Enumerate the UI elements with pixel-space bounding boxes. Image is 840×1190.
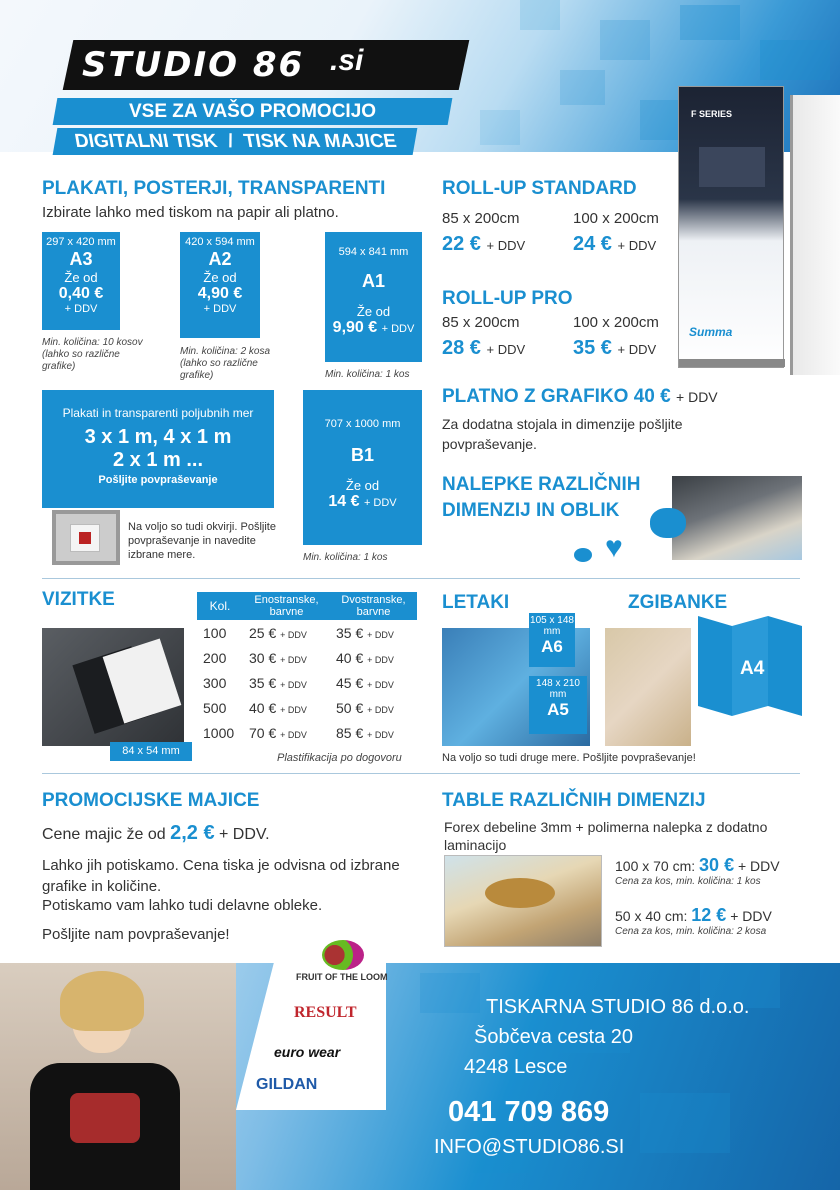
rollup-std-size1: 85 x 200cm — [442, 210, 520, 227]
board-option-1-note: Cena za kos, min. količina: 1 kos — [615, 876, 761, 887]
tshirt-text-3: Pošljite nam povpraševanje! — [42, 926, 230, 943]
brand-gildan: GILDAN — [256, 1076, 318, 1093]
company-street: Šobčeva cesta 20 — [474, 1026, 633, 1048]
rollup-image: F SERIES Summa — [678, 86, 784, 368]
logo-suffix: .si — [330, 44, 364, 77]
email-link[interactable]: INFO@STUDIO86.SI — [434, 1136, 625, 1158]
company-city: 4248 Lesce — [464, 1056, 568, 1078]
brand-result: RESULT — [294, 1004, 357, 1021]
table-row: 200 30 € + DDV 40 € + DDV — [203, 649, 394, 666]
divider — [42, 578, 800, 579]
b1-note: Min. količina: 1 kos — [303, 552, 388, 563]
rollup-standard-title: ROLL-UP STANDARD — [442, 178, 637, 199]
folders-title: ZGIBANKE — [628, 592, 728, 613]
tshirt-text-1: Lahko jih potiskamo. Cena tiska je odvisna od izbrane grafike in količine. — [42, 857, 400, 895]
posters-subtitle: Izbirate lahko med tiskom na papir ali platno. — [42, 204, 339, 221]
rollup-std-size2: 100 x 200cm — [573, 210, 659, 227]
table-row: 1000 70 € + DDV 85 € + DDV — [203, 724, 394, 741]
other-sizes-note: Na voljo so tudi druge mere. Pošljite povpraševanje! — [442, 752, 696, 764]
a1-note: Min. količina: 1 kos — [325, 369, 410, 380]
tshirts-title: PROMOCIJSKE MAJICE — [42, 790, 260, 811]
tshirt-price: Cene majic že od 2,2 € + DDV. — [42, 822, 270, 844]
a3-box: 297 x 420 mm A3 Že od 0,40 € + DDV — [42, 232, 120, 330]
business-cards-title: VIZITKE — [42, 589, 115, 610]
rollup-pro-size1: 85 x 200cm — [442, 314, 520, 331]
logo: STUDIO 86 — [63, 40, 470, 90]
custom-banner-box: Plakati in transparenti poljubnih mer 3 x 1 m, 4 x 1 m 2 x 1 m ... Pošljite povpraševanje — [42, 390, 274, 508]
rollup-std-price1: 22 € + DDV — [442, 233, 526, 255]
frames-note: Na voljo so tudi okvirji. Pošljite povpraševanje in navedite izbrane mere. — [128, 521, 276, 561]
business-cards-table — [197, 592, 417, 745]
board-image — [444, 855, 602, 947]
table-row: 100 25 € + DDV 35 € + DDV — [203, 624, 394, 641]
rollup-pro-price2: 35 € + DDV — [573, 337, 657, 359]
posters-title: PLAKATI, POSTERJI, TRANSPARENTI — [42, 178, 386, 199]
company-name: TISKARNA STUDIO 86 d.o.o. — [486, 996, 750, 1018]
board-option-2-note: Cena za kos, min. količina: 2 kosa — [615, 926, 767, 937]
cloud-shape — [650, 508, 686, 538]
board-option-1: 100 x 70 cm: 30 € + DDV — [615, 855, 780, 875]
subtagline: DIGITALNI TISK / TISK NA MAJICE — [53, 128, 418, 155]
b1-box: 707 x 1000 mm B1 Že od 14 € + DDV — [303, 390, 422, 545]
business-cards-image — [42, 628, 184, 746]
brand-eurowear: euro wear — [274, 1044, 341, 1060]
stickers-title: NALEPKE RAZLIČNIH DIMENZIJ IN OBLIK — [442, 474, 641, 521]
phone-number[interactable]: 041 709 869 — [448, 1096, 610, 1128]
canvas-text: Za dodatna stojala in dimenzije pošljite povpraševanje. — [442, 416, 683, 452]
table-row: 300 35 € + DDV 45 € + DDV — [203, 674, 394, 691]
table-header: Dvostranske, barvne — [330, 592, 417, 620]
speech-bubble-icon — [574, 548, 592, 562]
flyer-a6-box: 105 x 148 mm A6 — [529, 613, 575, 667]
canvas-title: PLATNO Z GRAFIKO 40 € + DDV — [442, 386, 718, 407]
tagline: VSE ZA VAŠO PROMOCIJO — [53, 98, 453, 125]
frame-image — [52, 510, 120, 565]
rollup-pro-title: ROLL-UP PRO — [442, 288, 573, 309]
table-header: Kol. — [197, 592, 243, 620]
board-option-2: 50 x 40 cm: 12 € + DDV — [615, 905, 772, 925]
rollup-image-second — [790, 95, 840, 375]
flyer-a5-box: 148 x 210 mm A5 — [529, 676, 587, 734]
sticker-printer-image — [672, 476, 802, 560]
folder-a4-label: A4 — [740, 658, 765, 679]
tshirt-text-2: Potiskamo vam lahko tudi delavne obleke. — [42, 897, 323, 914]
model-photo — [0, 963, 236, 1190]
heart-icon: ♥ — [605, 531, 623, 564]
a2-box: 420 x 594 mm A2 Že od 4,90 € + DDV — [180, 232, 260, 338]
rollup-pro-price1: 28 € + DDV — [442, 337, 526, 359]
a2-note: Min. količina: 2 kosa (lahko so različne grafike) — [180, 346, 271, 381]
folders-image — [605, 628, 691, 746]
boards-text: Forex debeline 3mm + polimerna nalepka z dodatno laminacijo — [444, 819, 768, 853]
table-header: Enostranske, barvne — [243, 592, 330, 620]
divider — [42, 773, 800, 774]
rollup-std-price2: 24 € + DDV — [573, 233, 657, 255]
brand-fruit-of-the-loom: FRUIT OF THE LOOM — [296, 972, 388, 982]
fruit-logo-icon — [322, 940, 364, 970]
rollup-pro-size2: 100 x 200cm — [573, 314, 659, 331]
business-card-size: 84 x 54 mm — [110, 742, 192, 761]
a3-note: Min. količina: 10 kosov (lahko so različne grafike) — [42, 337, 143, 372]
flyers-title: LETAKI — [442, 592, 510, 613]
a1-box: 594 x 841 mm A1 Že od 9,90 € + DDV — [325, 232, 422, 362]
table-row: 500 40 € + DDV 50 € + DDV — [203, 699, 394, 716]
lamination-note: Plastifikacija po dogovoru — [277, 752, 402, 764]
boards-title: TABLE RAZLIČNIH DIMENZIJ — [442, 790, 706, 811]
